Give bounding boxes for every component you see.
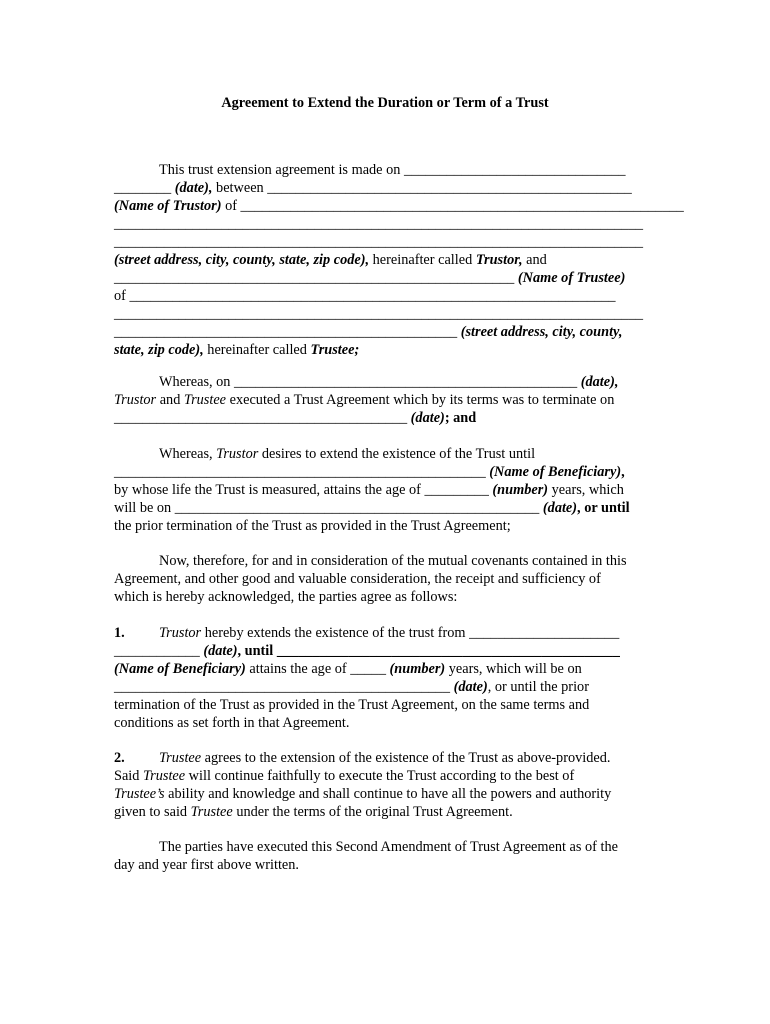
intro-line: ________________________________________________ (street address, city, county, — [114, 324, 623, 340]
paragraph-line: Now, therefore, for and in consideration of the mutual covenants contained in this — [159, 553, 627, 569]
paragraph-line: which is hereby acknowledged, the parties agree as follows: — [114, 589, 458, 605]
clause-line: 2. Trustee agrees to the extension of the existence of the Trust as above-provided. — [114, 750, 611, 766]
intro-line: This trust extension agreement is made on _______________________________ — [159, 162, 626, 178]
whereas-line: ____________________________________________________ (Name of Beneficiary), — [114, 464, 625, 480]
blank-line: __________________________________________________________________________ — [114, 306, 643, 322]
intro-line: (street address, city, county, state, zip code), hereinafter called Trustor, and — [114, 252, 547, 268]
whereas-line: Whereas, on ________________________________________________ (date), — [159, 374, 619, 390]
clause-line: ____________ (date), until ________________________________________________ — [114, 643, 620, 659]
intro-line: of ____________________________________________________________________ — [114, 288, 616, 304]
whereas-line: _________________________________________ (date); and — [114, 410, 477, 426]
clause-number: 2. — [114, 750, 125, 766]
paragraph-line: The parties have executed this Second Amendment of Trust Agreement as of the — [159, 839, 618, 855]
blank-line: __________________________________________________________________________ — [114, 216, 643, 232]
clause-number: 1. — [114, 625, 125, 641]
clause-line: Said Trustee will continue faithfully to execute the Trust according to the best of — [114, 768, 575, 784]
paragraph-line: Agreement, and other good and valuable consideration, the receipt and sufficiency of — [114, 571, 601, 587]
intro-line: ________________________________________________________ (Name of Trustee) — [114, 270, 626, 286]
clause-line: 1. Trustor hereby extends the existence of the trust from _____________________ — [114, 625, 620, 641]
document-title: Agreement to Extend the Duration or Term of a Trust — [221, 95, 549, 111]
whereas-line: the prior termination of the Trust as provided in the Trust Agreement; — [114, 518, 511, 534]
clause-line: _______________________________________________ (date), or until the prior — [114, 679, 589, 695]
clause-line: (Name of Beneficiary) attains the age of _____ (number) years, which will be on — [114, 661, 582, 677]
intro-line: state, zip code), hereinafter called Trustee; — [114, 342, 360, 358]
whereas-line: Whereas, Trustor desires to extend the existence of the Trust until — [159, 446, 536, 462]
clause-line: Trustee’s ability and knowledge and shall continue to have all the powers and authority — [114, 786, 612, 802]
intro-line: ________ (date), between ___________________________________________________ — [114, 180, 632, 196]
paragraph-line: day and year first above written. — [114, 857, 299, 873]
clause-line: termination of the Trust as provided in the Trust Agreement, on the same terms and — [114, 697, 590, 713]
whereas-line: by whose life the Trust is measured, attains the age of _________ (number) years, which — [114, 482, 624, 498]
blank-line: __________________________________________________________________________ — [114, 234, 643, 250]
intro-line: (Name of Trustor) of ______________________________________________________________ — [114, 198, 684, 214]
clause-line: conditions as set forth in that Agreement. — [114, 715, 350, 731]
clause-line: given to said Trustee under the terms of the original Trust Agreement. — [114, 804, 513, 820]
whereas-line: Trustor and Trustee executed a Trust Agreement which by its terms was to terminate on — [114, 392, 615, 408]
whereas-line: will be on ___________________________________________________ (date), or until — [114, 500, 630, 516]
